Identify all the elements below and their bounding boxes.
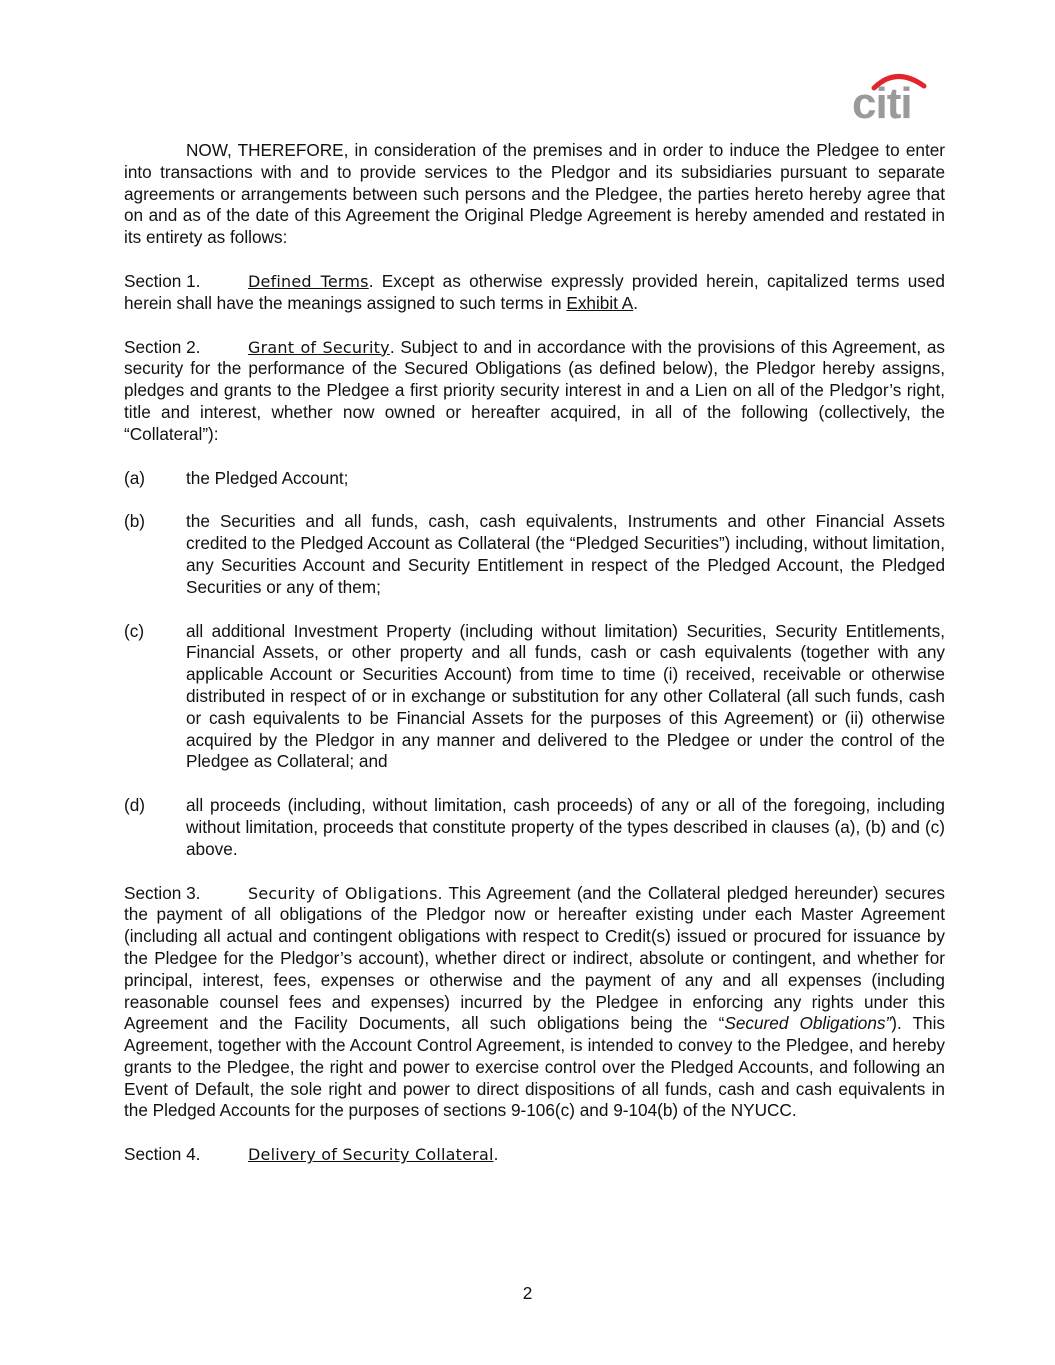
clause-d-label: (d) (124, 795, 146, 816)
clause-b-label: (b) (124, 511, 146, 532)
section-1-title: Defined Terms (248, 271, 369, 291)
section-4 (124, 1144, 945, 1166)
section-3-text: . This Agreement (and the Collateral pledged hereunder) secures the payment of all obligations of the Pledgor now or hereafter existing under each Master Agreement (including all actual and contingent obligations with respect to Credit(s) issued or procured for issuance by the Pledgee for the Pledgor’s account), whether direct or indirect, absolute or contingent, and whether for principal, interest, fees, expenses or otherwise and the payment of any and all expenses (including reasonable counsel fees and expenses) incurred by the Pledgee in enforcing any rights under this Agreement and the Facility Documents, all such obligations being the “ (124, 882, 946, 1034)
section-3-title: Security of Obligations (248, 883, 438, 903)
clause-b-text: the Securities and all funds, cash, cash equivalents, Instruments and other Financial Assets credited to the Pledged Account as Collateral (the “Pledged Securities”) including, without limitation, any Securities Account and Security Entitlement in respect of the Pledged Account, the Pledged Securities or any of them; (186, 511, 945, 597)
intro-paragraph: NOW, THEREFORE, in consideration of the premises and in order to induce the Pledgee to enter into transactions with and to provide services to the Pledgor and its subsidiaries pursuant to separate agreements or arrangements between such persons and the Pledgee, the parties hereto hereby agree that on and as of the date of this Agreement the Original Pledge Agreement is hereby amended and restated in its entirety as follows: (124, 140, 945, 248)
section-3-number: Section 3. (124, 882, 201, 903)
logo-text: citi (852, 79, 912, 124)
clause-d-text: all proceeds (including, without limitation, cash proceeds) of any or all of the foregoing, including without limitation, proceeds that constitute property of the types described in clauses (a), (b) and (c) above. (186, 795, 945, 859)
section-4-title: Delivery of Security Collateral (248, 1145, 494, 1165)
secured-obligations-term: Secured Obligations” (724, 1013, 892, 1034)
section-1-text: . Except as otherwise expressly provided herein, capitalized terms used herein shall have the meanings assigned to such terms in (124, 270, 945, 313)
clause-c-text: all additional Investment Property (including without limitation) Securities, Security Entitlements, Financial Assets, or other property and all funds, cash or cash equivalents (together with any applicable Account or Securities Account) from time to time (i) received, receivable or otherwise distributed in respect of or in exchange or substitution for any other Collateral (all such funds, cash or cash equivalents to be Financial Assets for the purposes of this Agreement) or (ii) otherwise acquired by the Pledgor in any manner and delivered to the Pledgee or under the control of the Pledgee as Collateral; and (186, 620, 945, 772)
clause-a (124, 468, 945, 490)
section-4-text-end: . (493, 1144, 499, 1165)
section-3-text-end: ). This Agreement, together with the Account Control Agreement, is intended to convey to the Pledgee, and hereby grants to the Pledgee, the right and power to exercise control over the Pledged Accounts, and following an Event of Default, the sole right and power to direct dispositions of all funds, cash and cash equivalents in the Pledged Accounts for the purposes of sections 9-106(c) and 9-104(b) of the NYUCC. (124, 1013, 945, 1121)
section-1-text-end: . (633, 292, 639, 313)
clause-a-text: the Pledged Account; (186, 467, 349, 488)
page-number: 2 (522, 1283, 533, 1303)
exhibit-a-reference: Exhibit A (566, 292, 634, 313)
clause-c (124, 621, 945, 774)
section-2-title: Grant of Security (248, 337, 390, 357)
clause-a-label: (a) (124, 467, 146, 488)
section-1-number: Section 1. (124, 270, 201, 291)
citi-logo (850, 68, 928, 124)
section-2 (124, 337, 945, 446)
section-4-number: Section 4. (124, 1144, 201, 1165)
clause-c-label: (c) (124, 620, 145, 641)
document-body (124, 140, 945, 1166)
section-2-text: . Subject to and in accordance with the provisions of this Agreement, as security for the performance of the Secured Obligations (as defined below), the Pledgor hereby assigns, pledges and grants to the Pledgee a first priority security interest in and a Lien on all of the Pledgor’s right, title and interest, whether now owned or hereafter acquired, in all of the following (collectively, the “Collateral”): (124, 336, 945, 444)
clause-b (124, 511, 945, 598)
section-1 (124, 271, 945, 315)
section-3 (124, 883, 945, 1123)
citi-logo-icon (850, 68, 928, 124)
section-2-number: Section 2. (124, 336, 201, 357)
clause-d (124, 795, 945, 860)
